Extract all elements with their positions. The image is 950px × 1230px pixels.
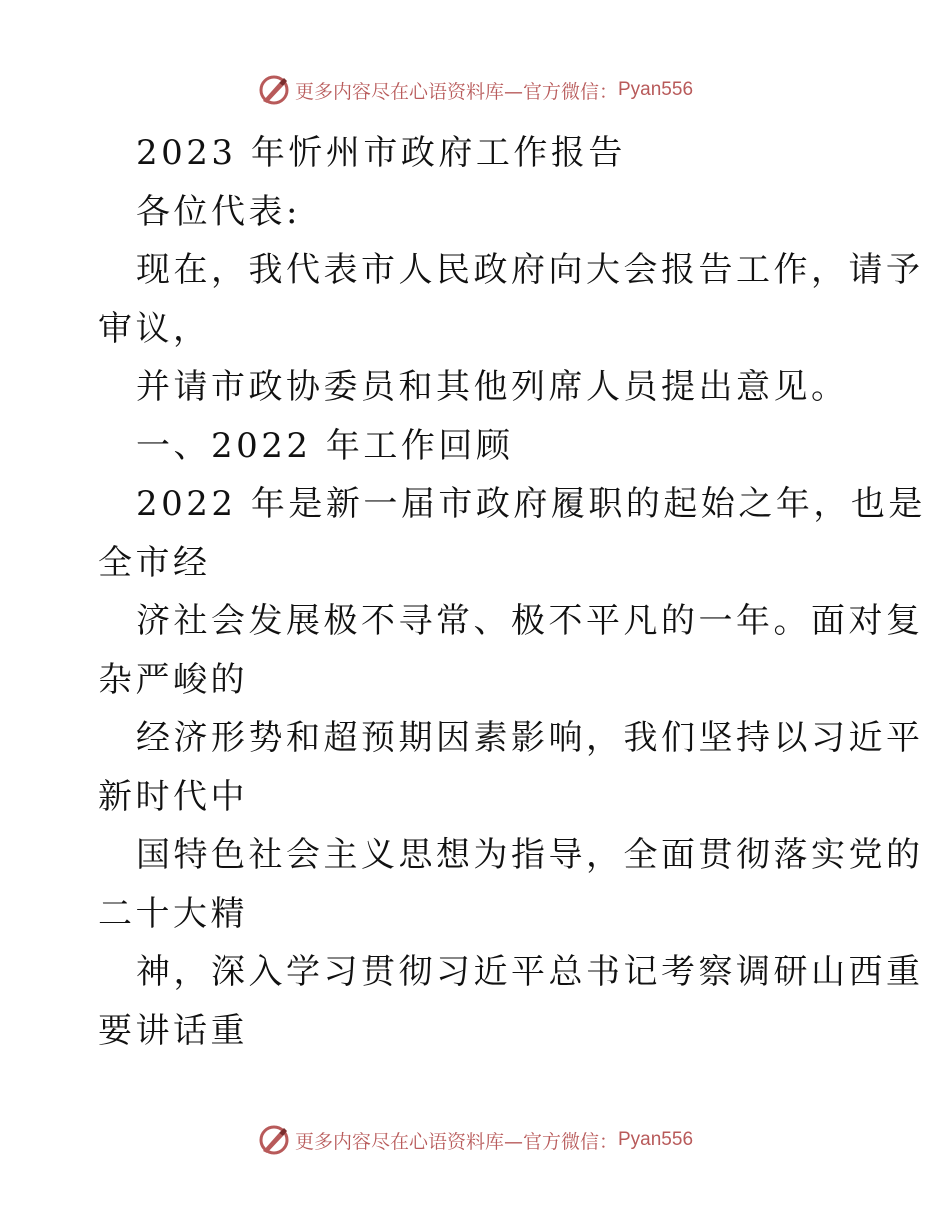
document-title: 2023 年忻州市政府工作报告	[136, 133, 626, 173]
paragraph-line: 济社会发展极不寻常、极不平凡的一年。面对复	[136, 601, 924, 641]
section-heading: 一、2022 年工作回顾	[136, 425, 514, 466]
paragraph-line: 经济形势和超预期因素影响，我们坚持以习近平	[136, 718, 924, 758]
pen-logo-icon	[257, 1123, 291, 1157]
paragraph-line: 杂严峻的	[98, 659, 248, 700]
paragraph-line: 现在，我代表市人民政府向大会报告工作，请予	[136, 250, 924, 290]
watermark-account: Pyan556	[618, 1129, 694, 1150]
paragraph-line: 要讲话重	[98, 1010, 248, 1051]
paragraph-line: 新时代中	[98, 776, 248, 817]
document-body	[98, 124, 926, 1060]
paragraph-line: 并请市政协委员和其他列席人员提出意见。	[136, 367, 849, 407]
salutation: 各位代表:	[136, 191, 301, 232]
watermark-footer	[0, 1120, 950, 1160]
paragraph-line: 国特色社会主义思想为指导，全面贯彻落实党的	[136, 835, 924, 875]
paragraph-line: 全市经	[98, 542, 211, 583]
watermark-text: 更多内容尽在心语资料库—官方微信：	[294, 80, 618, 103]
pen-logo-icon	[257, 73, 291, 107]
paragraph-line: 二十大精	[98, 893, 248, 934]
paragraph-line: 神，深入学习贯彻习近平总书记考察调研山西重	[136, 952, 924, 992]
watermark-header	[0, 70, 950, 110]
watermark-account: Pyan556	[618, 79, 694, 100]
watermark-text: 更多内容尽在心语资料库—官方微信：	[294, 1130, 618, 1153]
paragraph-line: 2022 年是新一届市政府履职的起始之年，也是	[136, 484, 926, 524]
paragraph-line: 审议，	[98, 308, 211, 349]
